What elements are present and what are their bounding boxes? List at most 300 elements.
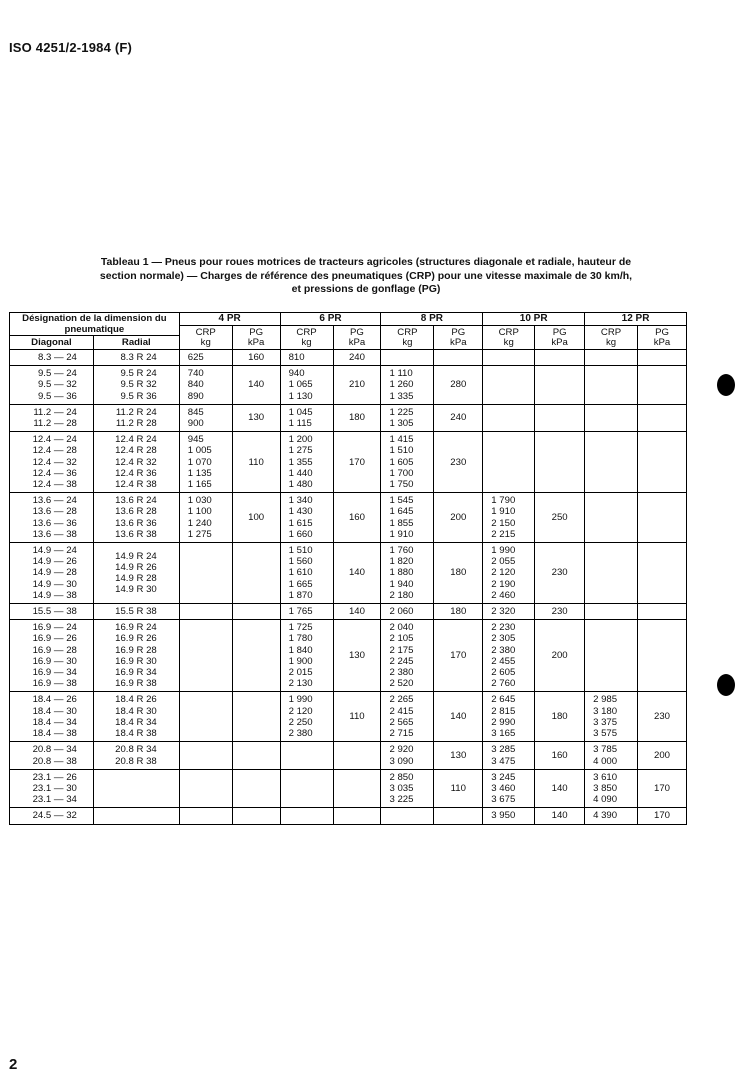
cell-value: 2 245 (389, 655, 414, 667)
cell-value: 1 260 (389, 379, 414, 391)
radial-cell (93, 543, 179, 604)
cell-value: 23.1 — 30 (32, 782, 77, 794)
caption-line-3: et pressions de gonflage (PG) (291, 283, 441, 295)
crp-cell-8pr (381, 769, 434, 808)
cell-value: 1 335 (389, 390, 414, 402)
crp-cell-4pr (179, 808, 232, 824)
cell-value: 14.9 — 28 (32, 567, 77, 579)
cell-value: 1 880 (389, 567, 414, 579)
cell-value: 12.4 — 32 (32, 456, 77, 468)
crp-cell-8pr (381, 350, 434, 366)
cell-value: 1 615 (288, 517, 313, 529)
cell-value: 1 415 (389, 434, 414, 446)
crp-label: CRP (600, 326, 622, 338)
cell-value: 2 130 (288, 678, 313, 690)
cell-value: 16.9 R 24 (115, 622, 157, 634)
crp-cell-4pr (179, 620, 232, 692)
cell-value: 3 675 (491, 794, 516, 806)
table-row (10, 742, 687, 769)
cell-value: 13.6 — 24 (32, 495, 77, 507)
crp-cell-12pr (585, 769, 638, 808)
cell-value: 3 475 (491, 755, 516, 767)
kpa-unit-label: kPa (450, 336, 467, 348)
crp-cell-4pr (179, 692, 232, 742)
crp-cell-8pr (381, 808, 434, 824)
cell-value: 845 (187, 406, 204, 418)
crp-cell-10pr (483, 432, 535, 493)
pg-label: PG (552, 326, 567, 338)
crp-kg-header-12pr (585, 326, 638, 350)
cell-value: 18.4 — 34 (32, 716, 77, 728)
cell-value: 2 460 (491, 589, 516, 601)
cell-value: 12.4 R 24 (115, 434, 157, 446)
cell-value: 20.8 R 34 (115, 744, 157, 756)
cell-value: 12.4 — 36 (32, 467, 77, 479)
crp-cell-6pr (280, 742, 333, 769)
cell-value: 16.9 R 28 (115, 644, 157, 656)
radial-cell (93, 493, 179, 543)
crp-cell-10pr (483, 493, 535, 543)
crp-cell-4pr (179, 404, 232, 431)
pg-cell-12pr (638, 350, 687, 366)
cell-value: 1 200 (288, 434, 313, 446)
cell-value: 1 225 (389, 406, 414, 418)
crp-cell-12pr (585, 350, 638, 366)
pg-cell-10pr: 250 (535, 493, 585, 543)
cell-value: 1 275 (288, 445, 313, 457)
cell-value: 4 000 (593, 755, 618, 767)
cell-value: 2 180 (389, 589, 414, 601)
crp-cell-12pr (585, 404, 638, 431)
cell-value: 14.9 R 28 (115, 573, 157, 585)
cell-value: 1 990 (491, 545, 516, 557)
cell-value: 2 380 (389, 667, 414, 679)
cell-value: 4 390 (593, 810, 618, 822)
cell-value: 2 190 (491, 578, 516, 590)
cell-value: 3 245 (491, 771, 516, 783)
pg-cell-6pr: 210 (333, 366, 381, 405)
caption-line-1: Tableau 1 — Pneus pour roues motrices de tracteurs agricoles (structures diagonale et radiale, hauteur de (100, 256, 632, 268)
cell-value: 1 355 (288, 456, 313, 468)
cell-value: 9.5 R 32 (120, 379, 157, 391)
pg-cell-4pr (232, 543, 280, 604)
cell-value: 1 645 (389, 506, 414, 518)
cell-value: 9.5 R 24 (120, 368, 157, 380)
cell-value: 9.5 — 24 (37, 368, 77, 380)
crp-cell-12pr (585, 742, 638, 769)
cell-value: 16.9 — 34 (32, 667, 77, 679)
cell-value: 16.9 — 26 (32, 633, 77, 645)
ply-rating-6-header: 6 PR (280, 313, 381, 326)
crp-label: CRP (296, 326, 317, 338)
cell-value: 1 115 (288, 418, 312, 430)
table-row (10, 769, 687, 808)
crp-cell-10pr (483, 742, 535, 769)
cell-value: 3 785 (593, 744, 618, 756)
pg-cell-12pr (638, 604, 687, 620)
pg-label: PG (350, 326, 364, 338)
cell-value: 1 510 (389, 445, 414, 457)
pg-cell-6pr (333, 742, 381, 769)
table-row (10, 604, 687, 620)
cell-value: 18.4 R 34 (115, 716, 157, 728)
crp-cell-8pr (381, 692, 434, 742)
pg-cell-12pr (638, 366, 687, 405)
pg-cell-8pr: 230 (434, 432, 483, 493)
table-caption (30, 256, 702, 297)
cell-value: 14.9 — 26 (32, 556, 77, 568)
diagonal-cell (10, 366, 94, 405)
crp-cell-6pr (280, 350, 333, 366)
pg-cell-4pr (232, 769, 280, 808)
crp-cell-4pr (179, 604, 232, 620)
cell-value: 1 305 (389, 418, 414, 430)
tyre-load-table (9, 312, 687, 825)
cell-value: 12.4 R 32 (115, 456, 157, 468)
designation-header: Désignation de la dimension du pneumatique (10, 313, 180, 336)
cell-value: 3 285 (491, 744, 516, 756)
cell-value: 1 130 (288, 390, 313, 402)
cell-value: 1 135 (187, 467, 212, 479)
cell-value: 2 120 (491, 567, 516, 579)
cell-value: 2 455 (491, 655, 516, 667)
cell-value: 24.5 — 32 (32, 810, 77, 822)
cell-value: 1 780 (288, 633, 313, 645)
pg-cell-12pr (638, 493, 687, 543)
cell-value: 1 660 (288, 528, 313, 540)
revision-bullet-upper (717, 374, 735, 396)
radial-cell (93, 808, 179, 824)
crp-cell-4pr (179, 350, 232, 366)
table-row (10, 808, 687, 824)
cell-value: 14.9 R 26 (115, 561, 157, 573)
kg-unit-label: kg (200, 336, 211, 348)
cell-value: 2 645 (491, 694, 516, 706)
pg-cell-6pr (333, 808, 381, 824)
pg-cell-4pr: 130 (232, 404, 280, 431)
cell-value: 11.2 R 24 (115, 406, 157, 418)
kg-unit-label: kg (402, 336, 413, 348)
cell-value: 2 850 (389, 771, 414, 783)
cell-value: 3 950 (491, 810, 516, 822)
pg-kpa-header-4pr (232, 326, 280, 350)
pg-cell-6pr: 240 (333, 350, 381, 366)
cell-value: 18.4 — 30 (32, 705, 77, 717)
pg-cell-10pr (535, 404, 585, 431)
crp-cell-10pr (483, 366, 535, 405)
diagonal-cell (10, 604, 94, 620)
cell-value: 16.9 — 38 (32, 678, 77, 690)
cell-value: 1 110 (389, 368, 413, 380)
cell-value: 1 045 (288, 406, 313, 418)
pg-cell-12pr: 170 (638, 808, 687, 824)
pg-cell-4pr (232, 742, 280, 769)
pg-cell-6pr: 170 (333, 432, 381, 493)
crp-kg-header-4pr (179, 326, 232, 350)
pg-kpa-header-12pr (638, 326, 687, 350)
crp-kg-header-10pr (483, 326, 535, 350)
cell-value: 1 725 (288, 622, 313, 634)
cell-value: 3 165 (491, 728, 516, 740)
crp-cell-6pr (280, 404, 333, 431)
cell-value: 1 910 (389, 528, 414, 540)
crp-cell-8pr (381, 742, 434, 769)
pg-cell-12pr: 200 (638, 742, 687, 769)
cell-value: 2 305 (491, 633, 516, 645)
cell-value: 1 790 (491, 495, 516, 507)
kg-unit-label: kg (301, 336, 312, 348)
radial-cell (93, 432, 179, 493)
cell-value: 12.4 — 24 (32, 434, 77, 446)
pg-cell-10pr: 200 (535, 620, 585, 692)
cell-value: 1 840 (288, 644, 313, 656)
pg-cell-10pr: 140 (535, 769, 585, 808)
cell-value: 1 510 (288, 545, 313, 557)
radial-cell (93, 692, 179, 742)
crp-cell-12pr (585, 620, 638, 692)
caption-line-2: section normale) — Charges de référence des pneumatiques (CRP) pour une vitesse maximale de 30 km/h, (99, 269, 633, 282)
cell-value: 1 070 (187, 456, 212, 468)
pg-cell-4pr: 160 (232, 350, 280, 366)
pg-label: PG (655, 326, 669, 338)
diagonal-cell (10, 350, 94, 366)
cell-value: 8.3 — 24 (37, 352, 77, 363)
cell-value: 1 275 (187, 528, 212, 540)
table-row (10, 366, 687, 405)
table-row (10, 692, 687, 742)
crp-cell-12pr (585, 493, 638, 543)
cell-value: 2 230 (491, 622, 516, 634)
cell-value: 11.2 — 24 (33, 406, 77, 418)
cell-value: 2 120 (288, 705, 313, 717)
radial-cell (93, 620, 179, 692)
cell-value: 3 090 (389, 755, 414, 767)
cell-value: 1 765 (288, 606, 313, 618)
cell-value: 8.3 R 24 (120, 352, 157, 363)
revision-bullet-lower (717, 674, 735, 696)
diagonal-cell (10, 808, 94, 824)
cell-value: 16.9 R 34 (115, 667, 157, 679)
pg-cell-12pr (638, 404, 687, 431)
crp-label: CRP (397, 326, 418, 338)
pg-cell-8pr: 180 (434, 604, 483, 620)
crp-cell-6pr (280, 769, 333, 808)
cell-value: 1 820 (389, 556, 414, 568)
document-reference: ISO 4251/2-1984 (F) (9, 40, 133, 55)
pg-cell-10pr: 160 (535, 742, 585, 769)
cell-value: 1 005 (187, 445, 212, 457)
pg-cell-12pr: 230 (638, 692, 687, 742)
cell-value: 16.9 R 30 (115, 655, 157, 667)
cell-value: 625 (187, 352, 204, 363)
cell-value: 2 320 (491, 606, 516, 618)
crp-cell-8pr (381, 543, 434, 604)
diagonal-cell (10, 432, 94, 493)
cell-value: 1 750 (389, 479, 414, 491)
cell-value: 16.9 — 30 (32, 655, 77, 667)
cell-value: 2 040 (389, 622, 414, 634)
cell-value: 11.2 R 28 (115, 418, 157, 430)
cell-value: 16.9 R 26 (115, 633, 157, 645)
cell-value: 4 090 (593, 794, 618, 806)
crp-label: CRP (195, 326, 216, 338)
pg-cell-4pr: 100 (232, 493, 280, 543)
cell-value: 11.2 — 28 (33, 418, 77, 430)
cell-value: 13.6 — 36 (32, 517, 77, 529)
cell-value: 9.5 — 36 (37, 390, 77, 402)
cell-value: 18.4 R 26 (115, 694, 157, 706)
cell-value: 3 180 (593, 705, 618, 717)
crp-cell-6pr (280, 604, 333, 620)
cell-value: 2 175 (389, 644, 414, 656)
cell-value: 14.9 R 30 (115, 584, 157, 596)
crp-kg-header-6pr (280, 326, 333, 350)
radial-cell (93, 350, 179, 366)
cell-value: 2 215 (491, 528, 516, 540)
crp-kg-header-8pr (381, 326, 434, 350)
cell-value: 1 560 (288, 556, 313, 568)
cell-value: 1 605 (389, 456, 414, 468)
crp-cell-6pr (280, 432, 333, 493)
crp-cell-12pr (585, 366, 638, 405)
crp-cell-4pr (179, 366, 232, 405)
crp-cell-12pr (585, 543, 638, 604)
cell-value: 2 815 (491, 705, 516, 717)
pg-cell-6pr (333, 769, 381, 808)
cell-value: 12.4 — 28 (32, 445, 77, 457)
cell-value: 1 480 (288, 479, 313, 491)
radial-cell (93, 604, 179, 620)
cell-value: 9.5 — 32 (37, 379, 77, 391)
radial-cell (93, 366, 179, 405)
cell-value: 3 225 (389, 794, 414, 806)
crp-label: CRP (498, 326, 519, 338)
cell-value: 740 (187, 368, 204, 380)
crp-cell-4pr (179, 493, 232, 543)
cell-value: 3 575 (593, 728, 618, 740)
crp-cell-10pr (483, 769, 535, 808)
radial-column-header: Radial (93, 336, 179, 350)
cell-value: 12.4 — 38 (32, 479, 77, 491)
pg-cell-8pr (434, 808, 483, 824)
cell-value: 1 240 (187, 517, 212, 529)
cell-value: 14.9 — 24 (32, 545, 77, 557)
cell-value: 18.4 — 38 (32, 728, 77, 740)
pg-cell-8pr: 110 (434, 769, 483, 808)
diagonal-cell (10, 692, 94, 742)
cell-value: 2 605 (491, 667, 516, 679)
crp-cell-10pr (483, 543, 535, 604)
ply-rating-12-header: 12 PR (585, 313, 687, 326)
cell-value: 16.9 — 28 (32, 644, 77, 656)
cell-value: 2 015 (288, 667, 313, 679)
pg-cell-4pr (232, 620, 280, 692)
cell-value: 14.9 — 38 (32, 589, 77, 601)
crp-cell-8pr (381, 620, 434, 692)
cell-value: 1 545 (389, 495, 414, 507)
cell-value: 900 (187, 418, 204, 430)
cell-value: 2 415 (389, 705, 414, 717)
cell-value: 3 850 (593, 782, 618, 794)
cell-value: 12.4 R 28 (115, 445, 157, 457)
crp-cell-12pr (585, 432, 638, 493)
page-number: 2 (9, 1056, 18, 1073)
crp-cell-4pr (179, 543, 232, 604)
cell-value: 890 (187, 390, 204, 402)
cell-value: 13.6 R 36 (115, 517, 157, 529)
pg-cell-6pr: 180 (333, 404, 381, 431)
diagonal-cell (10, 493, 94, 543)
cell-value: 23.1 — 34 (32, 794, 77, 806)
pg-cell-6pr: 140 (333, 543, 381, 604)
cell-value: 20.8 R 38 (115, 755, 157, 767)
cell-value: 12.4 R 38 (115, 479, 157, 491)
cell-value: 16.9 — 24 (32, 622, 77, 634)
cell-value: 13.6 — 38 (32, 528, 77, 540)
pg-cell-8pr: 170 (434, 620, 483, 692)
pg-cell-4pr (232, 604, 280, 620)
cell-value: 14.9 R 24 (115, 550, 157, 562)
pg-cell-10pr: 180 (535, 692, 585, 742)
cell-value: 2 760 (491, 678, 516, 690)
pg-cell-10pr: 230 (535, 543, 585, 604)
pg-cell-12pr (638, 543, 687, 604)
pg-cell-10pr (535, 432, 585, 493)
pg-kpa-header-10pr (535, 326, 585, 350)
cell-value: 2 985 (593, 694, 618, 706)
crp-cell-4pr (179, 432, 232, 493)
cell-value: 2 565 (389, 716, 414, 728)
crp-cell-12pr (585, 808, 638, 824)
cell-value: 2 055 (491, 556, 516, 568)
pg-cell-8pr (434, 350, 483, 366)
cell-value: 1 430 (288, 506, 313, 518)
pg-cell-4pr (232, 808, 280, 824)
pg-cell-12pr: 170 (638, 769, 687, 808)
cell-value: 1 870 (288, 589, 313, 601)
cell-value: 1 440 (288, 467, 313, 479)
kg-unit-label: kg (605, 336, 617, 348)
ply-rating-8-header: 8 PR (381, 313, 483, 326)
cell-value: 9.5 R 36 (120, 390, 157, 402)
crp-cell-8pr (381, 432, 434, 493)
cell-value: 2 990 (491, 716, 516, 728)
cell-value: 20.8 — 34 (32, 744, 77, 756)
pg-label: PG (249, 326, 264, 338)
cell-value: 2 105 (389, 633, 414, 645)
crp-cell-6pr (280, 366, 333, 405)
pg-cell-10pr (535, 350, 585, 366)
pg-kpa-header-6pr (333, 326, 381, 350)
cell-value: 2 060 (389, 606, 414, 618)
cell-value: 945 (187, 434, 204, 446)
table-row (10, 620, 687, 692)
cell-value: 18.4 R 30 (115, 705, 157, 717)
crp-cell-10pr (483, 350, 535, 366)
cell-value: 12.4 R 36 (115, 467, 157, 479)
cell-value: 1 700 (389, 467, 414, 479)
pg-cell-10pr: 140 (535, 808, 585, 824)
cell-value: 1 665 (288, 578, 313, 590)
kpa-unit-label: kPa (247, 336, 265, 348)
crp-cell-10pr (483, 604, 535, 620)
pg-cell-10pr: 230 (535, 604, 585, 620)
cell-value: 2 380 (491, 644, 516, 656)
table-row (10, 543, 687, 604)
cell-value: 23.1 — 26 (32, 771, 77, 783)
cell-value: 2 715 (389, 728, 414, 740)
cell-value: 1 030 (187, 495, 212, 507)
